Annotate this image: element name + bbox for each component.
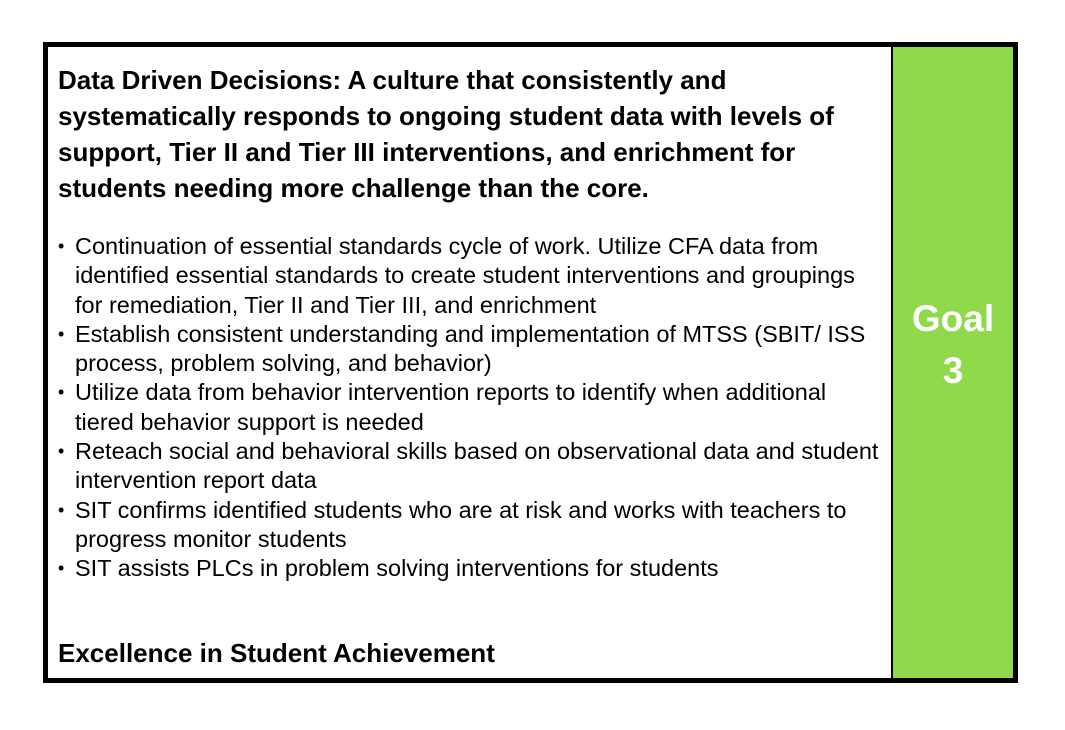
goal-category: Excellence in Student Achievement xyxy=(58,638,495,668)
action-list xyxy=(58,232,883,584)
list-item: • SIT assists PLCs in problem solving interventions for students xyxy=(58,554,883,583)
goal-number: 3 xyxy=(942,349,964,391)
goal-heading: Data Driven Decisions: A culture that consistently and systematically responds to ongoing student data with levels of support, Tier II and Tier III interventions, and enrichment for students needing more challenge than the core. xyxy=(58,65,834,203)
list-item: • Continuation of essential standards cycle of work. Utilize CFA data from identified essential standards to create student interventions and groupings for remediation, Tier II and Tier III, and enrichment xyxy=(58,232,883,320)
list-item: • SIT confirms identified students who are at risk and works with teachers to progress monitor students xyxy=(58,496,883,555)
goal-content xyxy=(48,47,891,678)
list-item: • Establish consistent understanding and implementation of MTSS (SBIT/ ISS process, problem solving, and behavior) xyxy=(58,320,883,379)
goal-card xyxy=(43,42,1018,683)
goal-number-panel xyxy=(891,47,1013,678)
goal-label: Goal xyxy=(911,297,995,339)
list-item: • Utilize data from behavior intervention reports to identify when additional tiered behavior support is needed xyxy=(58,378,883,437)
list-item: • Reteach social and behavioral skills based on observational data and student intervention report data xyxy=(58,437,883,496)
